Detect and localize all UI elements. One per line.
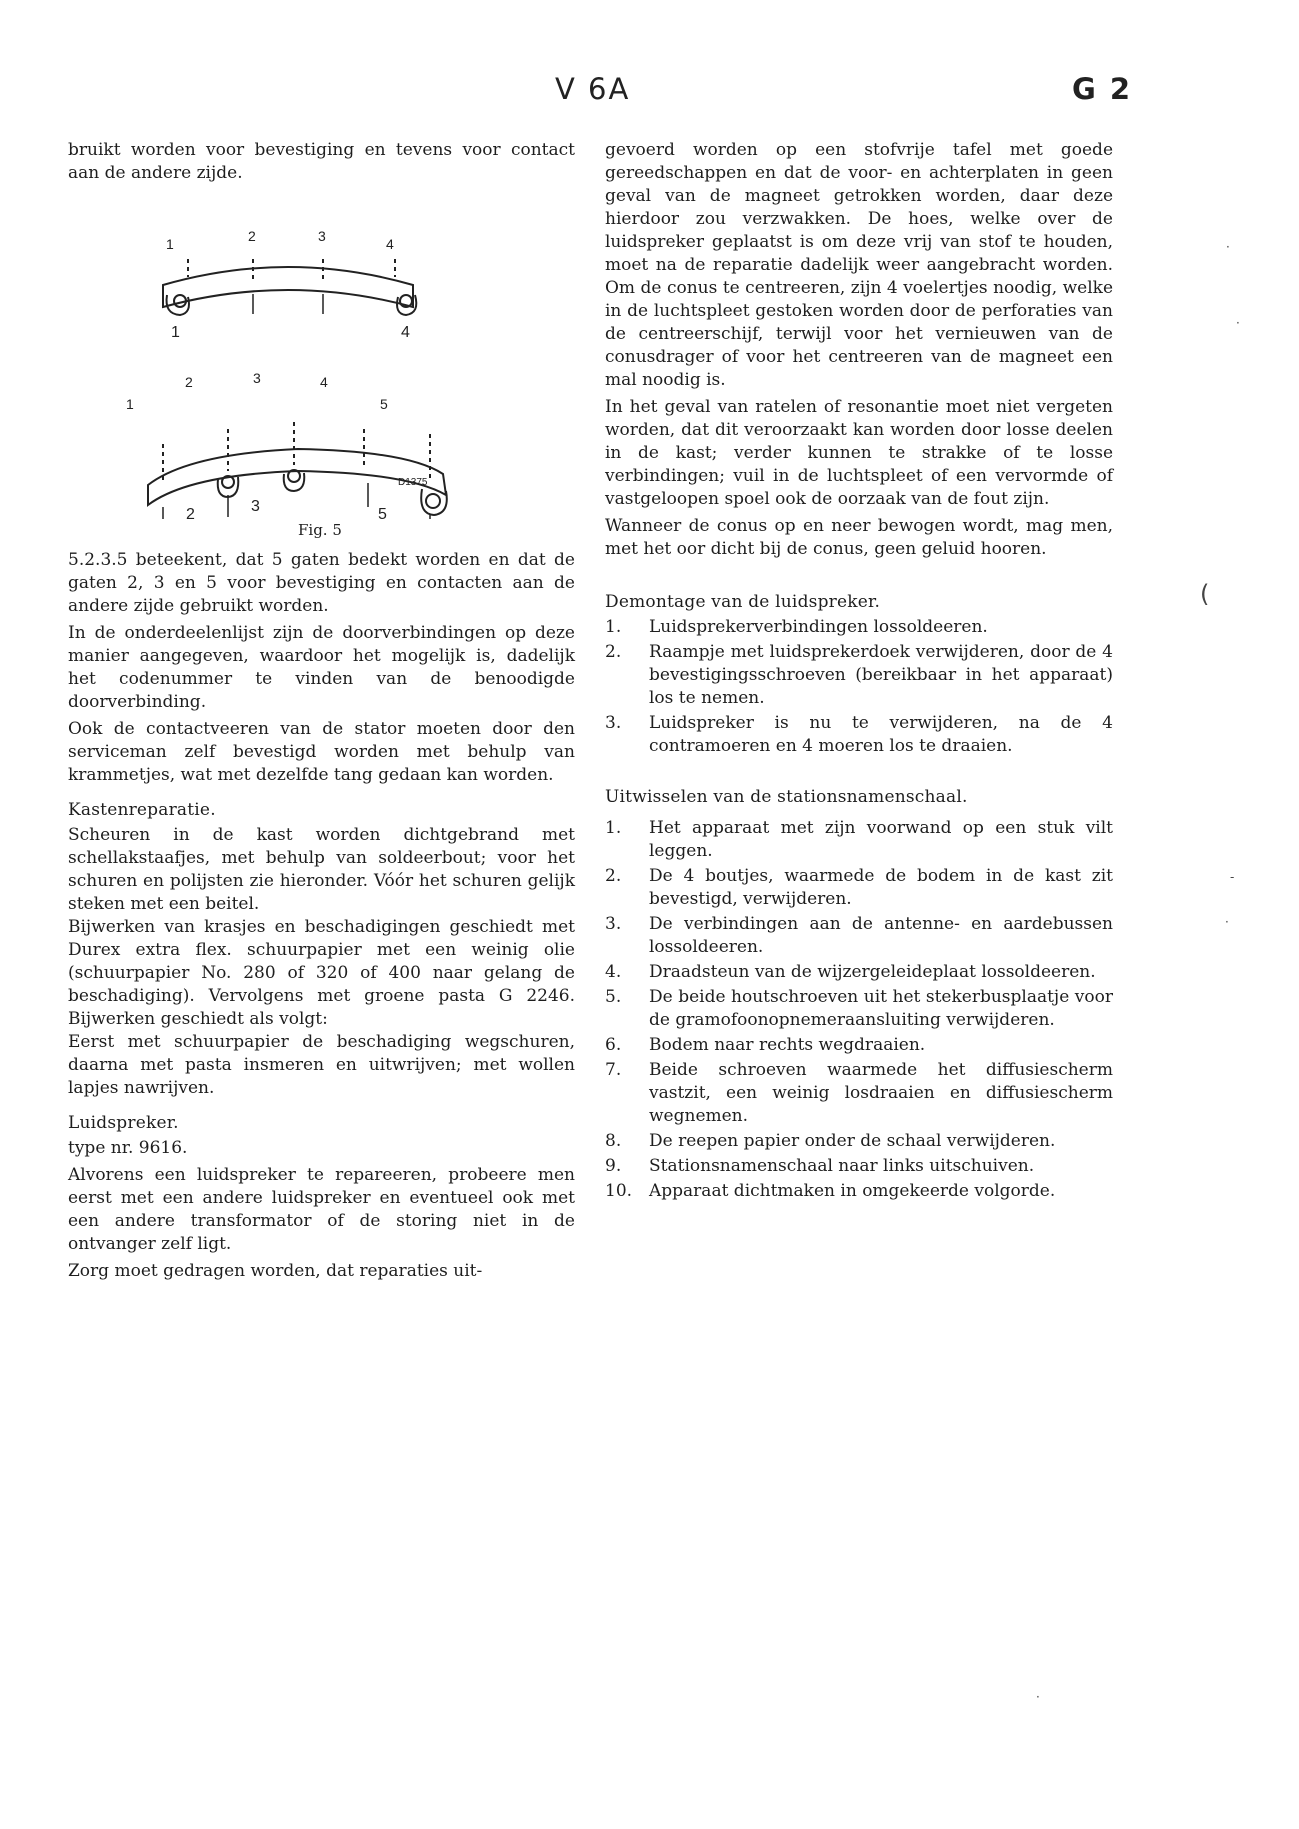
step-number: 9. <box>605 1156 622 1176</box>
fig5-drawing <box>68 189 575 519</box>
list-item <box>605 986 1113 1032</box>
fig5-lower-bottom-label: 5 <box>378 506 387 519</box>
figure-caption: Fig. 5 <box>298 521 342 539</box>
step-text: Beide schroeven waarmede het diffusiescherm vastzit, een weinig losdraaien en diffusiescherm wegnemen. <box>649 1060 1113 1126</box>
page-header-model: V 6A <box>555 72 631 106</box>
fig5-top-bottom-label: 4 <box>401 324 410 341</box>
list-item <box>605 1130 1113 1153</box>
paragraph: 5.2.3.5 beteekent, dat 5 gaten bedekt worden en dat de gaten 2, 3 en 5 voor bevestiging en contacten aan de andere zijde gebruikt worden. <box>68 550 575 616</box>
step-text: Luidsprekerverbindingen lossoldeeren. <box>649 617 988 637</box>
demontage-steps <box>605 616 1113 758</box>
step-number: 3. <box>605 914 622 934</box>
paragraph: In het geval van ratelen of resonantie moet niet vergeten worden, dat dit veroorzaakt kan worden door losse deelen in de kast; verder kunnen te strakke of te losse verbindingen; vuil in de luchtspleet of een vervormde of vastgeloopen spoel ook de oorzaak van de fout zijn. <box>605 397 1113 509</box>
fig5-lower-bottom-label: 3 <box>251 498 260 515</box>
step-number: 10. <box>605 1181 633 1201</box>
fig5-top-label: 1 <box>166 236 174 252</box>
step-text: De reepen papier onder de schaal verwijderen. <box>649 1131 1056 1151</box>
fig5-top-label: 4 <box>386 236 394 252</box>
paragraph: Eerst met schuurpapier de beschadiging wegschuren, daarna met pasta insmeren en uitwrijven; met wollen lapjes nawrijven. <box>68 1032 575 1098</box>
fig5-lower-hole-5 <box>426 494 440 508</box>
fig5-top-label: 3 <box>318 228 326 244</box>
list-item <box>605 1034 1113 1057</box>
list-item <box>605 712 1113 758</box>
step-text: Draadsteun van de wijzergeleideplaat lossoldeeren. <box>649 962 1096 982</box>
figure-5 <box>68 189 575 549</box>
step-number: 2. <box>605 866 622 886</box>
paragraph: gevoerd worden op een stofvrije tafel met goede gereedschappen en dat de voor- en achterplaten in geen geval van de magneet getrokken worden, daar deze hierdoor zou verzwakken. De hoes, welke over de luidspreker geplaatst is om deze vrij van stof te houden, moet na de reparatie dadelijk weer aangebracht worden. Om de conus te centreeren, zijn 4 voelertjes noodig, welke in de luchtspleet gestoken worden door de perforaties van de centreerschijf, terwijl voor het vernieuwen van de conusdrager of voor het centreeren van de magneet een mal noodig is. <box>605 140 1113 390</box>
uitwisselen-steps <box>605 817 1113 1203</box>
list-item <box>605 913 1113 959</box>
list-item <box>605 616 1113 639</box>
scan-speck: ( <box>1200 580 1210 608</box>
scan-speck: - <box>1230 870 1235 884</box>
step-number: 1. <box>605 818 622 838</box>
step-text: De 4 boutjes, waarmede de bodem in de kast zit bevestigd, verwijderen. <box>649 866 1113 909</box>
type-number: type nr. 9616. <box>68 1138 188 1158</box>
step-text: De beide houtschroeven uit het stekerbusplaatje voor de gramofoonopnemeraansluiting verwijderen. <box>649 987 1113 1030</box>
fig5-lower-label: 4 <box>320 374 328 390</box>
section-heading-demontage: Demontage van de luidspreker. <box>605 592 881 612</box>
paragraph: In de onderdeelenlijst zijn de doorverbindingen op deze manier aangegeven, waardoor het mogelijk is, dadelijk het codenummer te vinden van de benoodigde doorverbinding. <box>68 623 575 712</box>
step-text: Apparaat dichtmaken in omgekeerde volgorde. <box>649 1181 1056 1201</box>
step-number: 6. <box>605 1035 622 1055</box>
list-item <box>605 961 1113 984</box>
step-number: 1. <box>605 617 622 637</box>
list-item <box>605 1059 1113 1128</box>
paragraph: Zorg moet gedragen worden, dat reparaties uit- <box>68 1261 483 1281</box>
paragraph: Bijwerken van krasjes en beschadigingen geschiedt met Durex extra flex. schuurpapier met een weinig olie (schuurpapier No. 280 of 320 of 400 naar gelang de beschadiging). Vervolgens met groene pasta G 2246. Bijwerken geschiedt als volgt: <box>68 917 575 1029</box>
paragraph: Wanneer de conus op en neer bewogen wordt, mag men, met het oor dicht bij de conus, geen geluid hooren. <box>605 516 1113 559</box>
section-heading-uitwisselen: Uitwisselen van de stationsnamenschaal. <box>605 787 968 807</box>
section-heading-kastenreparatie: Kastenreparatie. <box>68 800 216 820</box>
list-item <box>605 1155 1113 1178</box>
step-text: Het apparaat met zijn voorwand op een stuk vilt leggen. <box>649 818 1113 861</box>
fig5-top-bar <box>163 267 413 307</box>
list-item <box>605 1180 1113 1203</box>
fig5-lower-label: 1 <box>126 396 134 412</box>
fig5-lower-label: 3 <box>253 370 261 386</box>
step-text: Stationsnamenschaal naar links uitschuiven. <box>649 1156 1035 1176</box>
right-column <box>605 139 1113 1205</box>
fig5-lower-label: 5 <box>380 396 388 412</box>
paragraph: Alvorens een luidspreker te repareeren, probeere men eerst met een andere luidspreker en eventueel ook met een andere transformator of de storing niet in de ontvanger zelf ligt. <box>68 1165 575 1254</box>
scan-speck: · <box>1225 915 1229 929</box>
step-text: Luidspreker is nu te verwijderen, na de 4 contramoeren en 4 moeren los te draaien. <box>649 713 1113 756</box>
step-number: 8. <box>605 1131 622 1151</box>
step-number: 2. <box>605 642 622 662</box>
step-number: 3. <box>605 713 622 733</box>
scan-speck: · <box>1226 240 1230 254</box>
page-header-page-number: G 2 <box>1072 72 1133 106</box>
list-item <box>605 817 1113 863</box>
fig5-lower-label: 2 <box>185 374 193 390</box>
fig5-top-bottom-label: 1 <box>171 324 180 341</box>
step-number: 5. <box>605 987 622 1007</box>
step-number: 4. <box>605 962 622 982</box>
left-column <box>68 139 575 1287</box>
section-heading-luidspreker: Luidspreker. <box>68 1113 179 1133</box>
scan-speck: · <box>1036 1690 1040 1704</box>
paragraph: Ook de contactveeren van de stator moeten door den serviceman zelf bevestigd worden met behulp van krammetjes, wat met dezelfde tang gedaan kan worden. <box>68 719 575 785</box>
step-text: Raampje met luidsprekerdoek verwijderen, door de 4 bevestigingsschroeven (bereikbaar in het apparaat) los te nemen. <box>649 642 1113 708</box>
scan-speck: · <box>1236 316 1240 330</box>
paragraph: Scheuren in de kast worden dichtgebrand met schellakstaafjes, met behulp van soldeerbout; voor het schuren en polijsten zie hieronder. Vóór het schuren gelijk steken met een beitel. <box>68 825 575 914</box>
fig5-lower-bottom-label: 2 <box>186 506 195 519</box>
list-item <box>605 641 1113 710</box>
list-item <box>605 865 1113 911</box>
step-text: Bodem naar rechts wegdraaien. <box>649 1035 926 1055</box>
fig5-top-label: 2 <box>248 228 256 244</box>
step-text: De verbindingen aan de antenne- en aardebussen lossoldeeren. <box>649 914 1113 957</box>
fig5-reference-number: D1375 <box>398 477 428 488</box>
step-number: 7. <box>605 1060 622 1080</box>
intro-paragraph: bruikt worden voor bevestiging en tevens voor contact aan de andere zijde. <box>68 140 575 183</box>
